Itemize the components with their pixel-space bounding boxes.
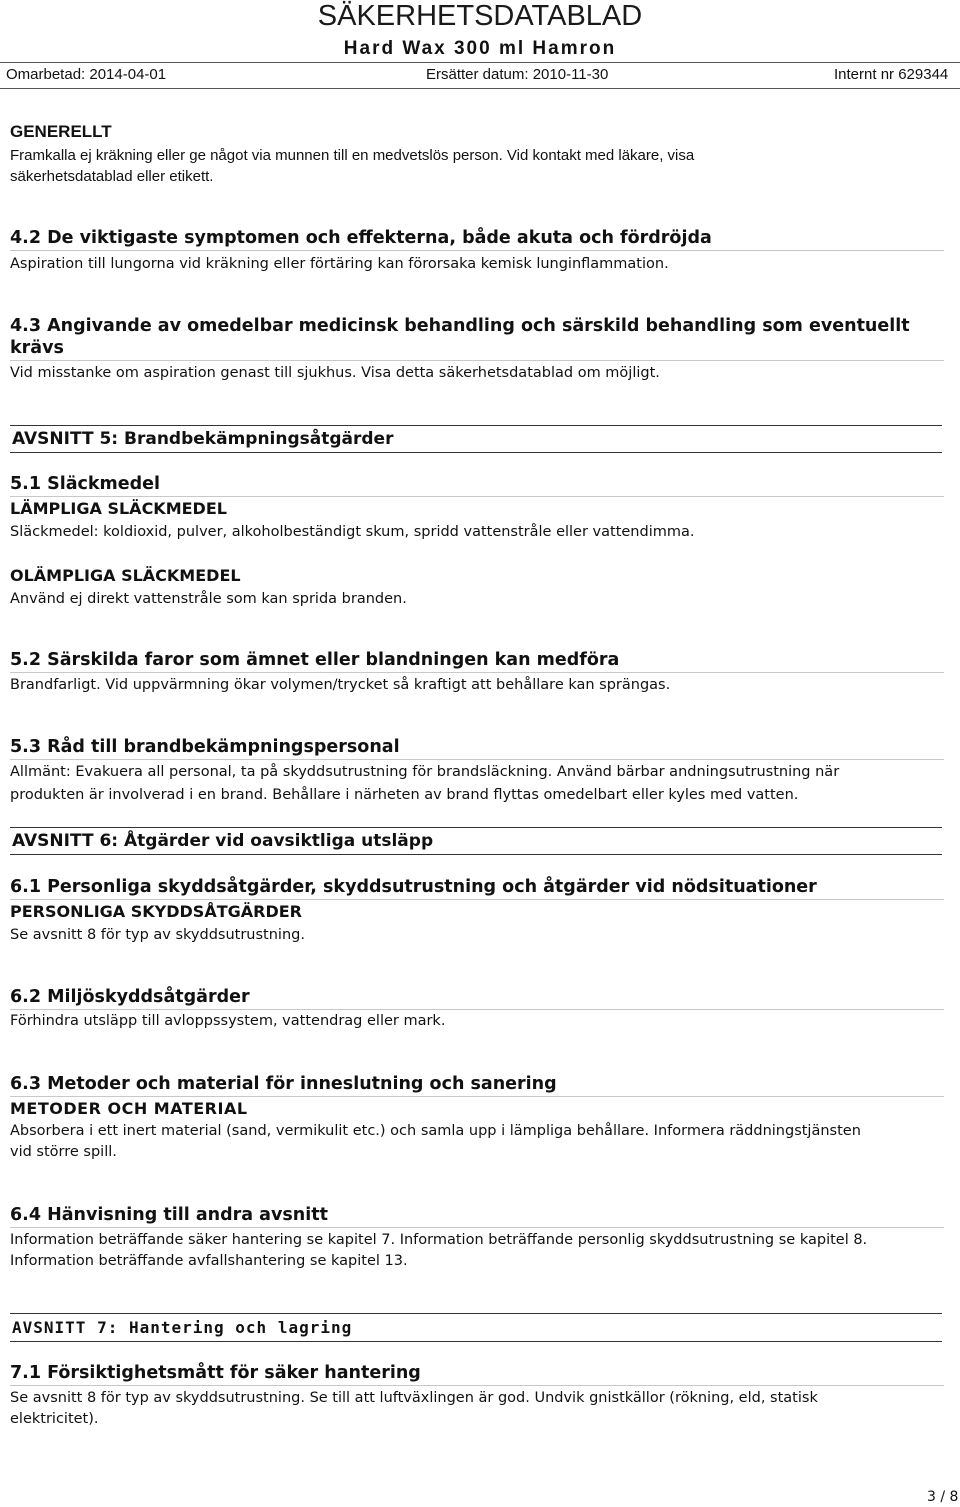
header-divider: [0, 62, 960, 63]
section-7-1-rule: [10, 1385, 944, 1386]
section-5-2-rule: [10, 672, 944, 673]
section-5-2-heading: 5.2 Särskilda faror som ämnet eller blandningen kan medföra: [10, 650, 620, 670]
section-7-bottom-rule: [10, 1341, 942, 1342]
general-text-line1: Framkalla ej kräkning eller ge något via munnen till en medvetslös person. Vid kontakt med läkare, visa: [10, 147, 695, 164]
section-6-top-rule: [10, 827, 942, 828]
section-5-3-text-line1: Allmänt: Evakuera all personal, ta på skyddsutrustning för brandsläckning. Använd bärbar andningsutrustning när: [10, 764, 840, 780]
section-5-3-rule: [10, 759, 944, 760]
section-6-4-text-line2: Information beträffande avfallshantering se kapitel 13.: [10, 1253, 408, 1269]
section-6-2-rule: [10, 1009, 944, 1010]
section-7-top-rule: [10, 1313, 942, 1314]
methods-materials-heading: METODER OCH MATERIAL: [10, 1099, 248, 1118]
section-5-top-rule: [10, 425, 942, 426]
section-6-4-heading: 6.4 Hänvisning till andra avsnitt: [10, 1205, 328, 1225]
section-7-1-text-line1: Se avsnitt 8 för typ av skyddsutrustning. Se till att luftväxlingen är god. Undvik gnistkällor (rökning, eld, statisk: [10, 1390, 818, 1406]
section-5-2-text: Brandfarligt. Vid uppvärmning ökar volymen/trycket så kraftigt att behållare kan sprängas.: [10, 677, 671, 693]
section-6-1-text: Se avsnitt 8 för typ av skyddsutrustning.: [10, 927, 305, 943]
suitable-media-heading: LÄMPLIGA SLÄCKMEDEL: [10, 499, 227, 518]
section-4-3-rule: [10, 360, 944, 361]
section-6-3-rule: [10, 1096, 944, 1097]
section-7-title: AVSNITT 7: Hantering och lagring: [12, 1318, 353, 1337]
internal-number: Internt nr 629344: [834, 66, 949, 83]
replaces-date: Ersätter datum: 2010-11-30: [426, 66, 609, 83]
section-6-2-text: Förhindra utsläpp till avloppssystem, vattendrag eller mark.: [10, 1013, 446, 1029]
section-4-2-heading: 4.2 De viktigaste symptomen och effekterna, både akuta och fördröjda: [10, 228, 712, 248]
section-7-1-text-line2: elektricitet).: [10, 1411, 99, 1427]
section-5-bottom-rule: [10, 452, 942, 453]
section-6-3-text-line1: Absorbera i ett inert material (sand, vermikulit etc.) och samla upp i lämpliga behållare. Informera räddningstjänsten: [10, 1123, 861, 1139]
section-6-3-heading: 6.3 Metoder och material för inneslutning och sanering: [10, 1074, 557, 1094]
unsuitable-media-heading: OLÄMPLIGA SLÄCKMEDEL: [10, 566, 241, 585]
section-6-4-text-line1: Information beträffande säker hantering se kapitel 7. Information beträffande personlig skyddsutrustning se kapitel 8.: [10, 1232, 868, 1248]
general-text-line2: säkerhetsdatablad eller etikett.: [10, 168, 214, 185]
suitable-media-text: Släckmedel: koldioxid, pulver, alkoholbeständigt skum, spridd vattenstråle eller vattendimma.: [10, 524, 695, 540]
section-4-3-text: Vid misstanke om aspiration genast till sjukhus. Visa detta säkerhetsdatablad om möjligt.: [10, 365, 660, 381]
section-6-title: AVSNITT 6: Åtgärder vid oavsiktliga utsläpp: [12, 831, 434, 851]
personal-measures-heading: PERSONLIGA SKYDDSÅTGÄRDER: [10, 902, 302, 921]
unsuitable-media-text: Använd ej direkt vattenstråle som kan sprida branden.: [10, 591, 407, 607]
section-6-bottom-rule: [10, 854, 942, 855]
product-name: Hard Wax 300 ml Hamron: [343, 38, 617, 59]
header-bottom-divider: [0, 88, 960, 89]
section-6-2-heading: 6.2 Miljöskyddsåtgärder: [10, 987, 250, 1007]
section-6-1-heading: 6.1 Personliga skyddsåtgärder, skyddsutrustning och åtgärder vid nödsituationer: [10, 877, 817, 897]
section-6-3-text-line2: vid större spill.: [10, 1144, 117, 1160]
document-title: SÄKERHETSDATABLAD: [317, 0, 643, 32]
section-6-4-rule: [10, 1227, 944, 1228]
section-5-1-rule: [10, 496, 944, 497]
general-heading: GENERELLT: [10, 122, 112, 141]
section-7-1-heading: 7.1 Försiktighetsmått för säker hantering: [10, 1363, 421, 1383]
revised-date: Omarbetad: 2014-04-01: [6, 66, 167, 83]
section-4-2-text: Aspiration till lungorna vid kräkning eller förtäring kan förorsaka kemisk lunginflammation.: [10, 256, 669, 272]
section-5-1-heading: 5.1 Släckmedel: [10, 474, 161, 494]
section-5-3-text-line2: produkten är involverad i en brand. Behållare i närheten av brand flyttas omedelbart eller kyles med vatten.: [10, 787, 799, 803]
section-5-title: AVSNITT 5: Brandbekämpningsåtgärder: [12, 429, 394, 449]
section-4-3-heading: 4.3 Angivande av omedelbar medicinsk behandling och särskild behandling som eventuellt krävs: [10, 316, 910, 358]
section-5-3-heading: 5.3 Råd till brandbekämpningspersonal: [10, 737, 400, 757]
page-number: 3 / 8: [927, 1489, 959, 1505]
section-4-2-rule: [10, 250, 944, 251]
section-6-1-rule: [10, 899, 944, 900]
